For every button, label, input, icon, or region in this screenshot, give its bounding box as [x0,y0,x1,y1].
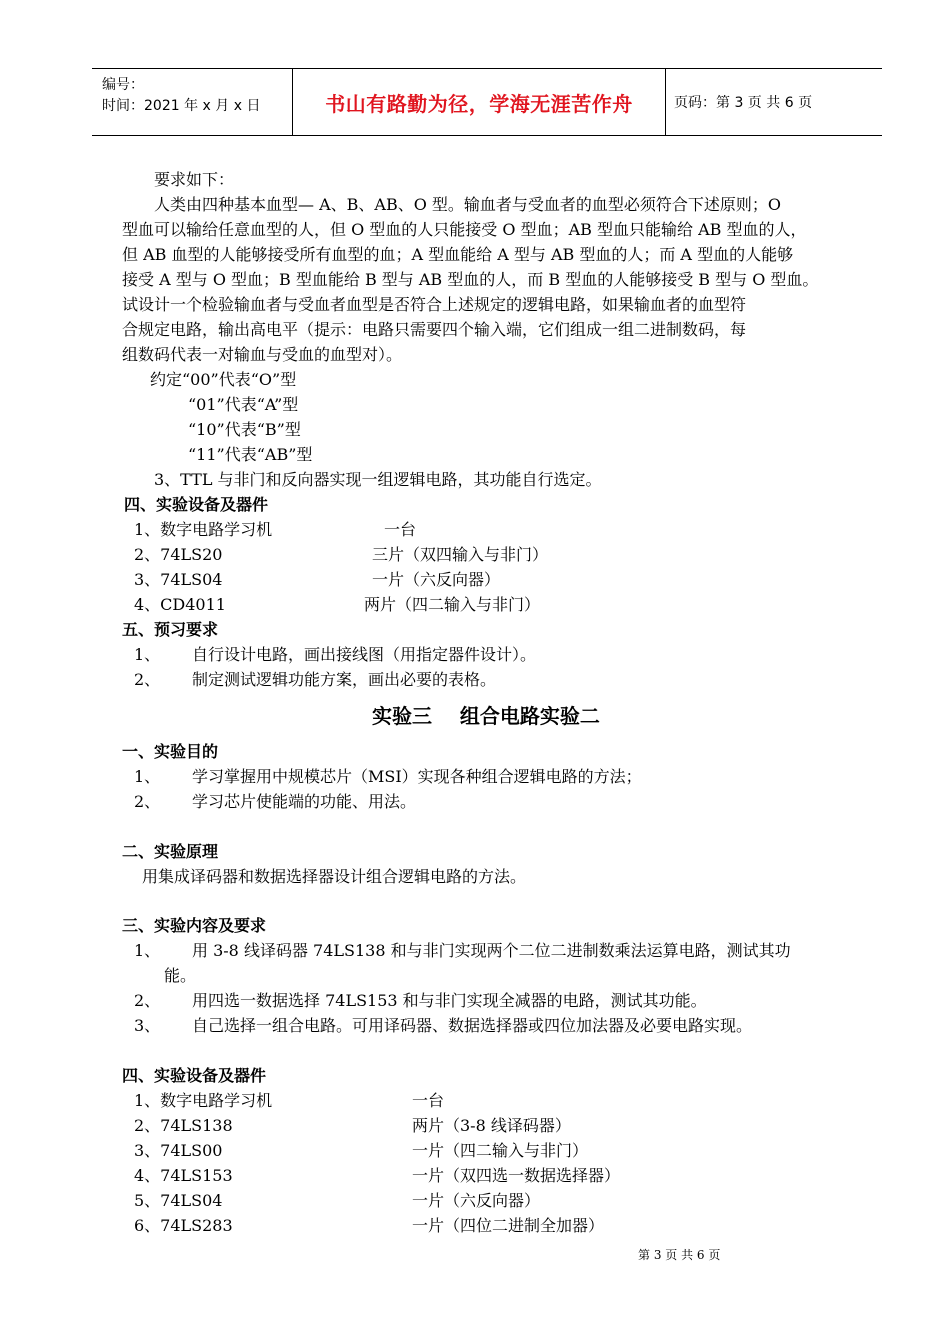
equip-qty: 一片（六反向器） [372,570,501,589]
code-line: “10”代表“B”型 [188,420,301,439]
content-num: 3、 [134,1016,161,1035]
content-num: 1、 [134,941,161,960]
prep-num: 1、 [134,645,161,664]
content-num: 2、 [134,991,161,1010]
goal-num: 2、 [134,792,161,811]
experiment-title: 实验三 组合电路实验二 [372,704,600,728]
equip-qty: 一台 [412,1091,445,1110]
section-heading: 四、实验设备及器件 [122,1066,267,1085]
content-text: 能。 [164,966,197,985]
header-page-label: 页码：第 3 页 共 6 页 [674,95,813,111]
content-text: 用 3-8 线译码器 74LS138 和与非门实现两个二位二进制数乘法运算电路，测试其功 [192,941,791,960]
equip-qty: 两片（四二输入与非门） [364,595,541,614]
goal-text: 学习掌握用中规模芯片（MSI）实现各种组合逻辑电路的方法； [192,767,642,786]
time-label: 时间：2021 年 x 月 x 日 [102,98,261,114]
equip-name: 3、74LS04 [134,570,223,589]
page-footer: 第 3 页 共 6 页 [638,1248,721,1262]
header-motto-cell [293,69,666,135]
prep-text: 自行设计电路，画出接线图（用指定器件设计）。 [192,645,537,664]
equip-name: 1、数字电路学习机 [134,520,273,539]
code-line: 约定“00”代表“O”型 [150,370,297,389]
para-line: 但 AB 血型的人能够接受所有血型的血；A 型血能给 A 型与 AB 型血的人；而 A 型血的人能够 [122,245,794,264]
equip-name: 1、数字电路学习机 [134,1091,273,1110]
number-label: 编号： [102,77,144,93]
equip-qty: 两片（3-8 线译码器） [412,1116,571,1135]
para-line: 合规定电路，输出高电平（提示：电路只需要四个输入端，它们组成一组二进制数码，每 [122,320,747,339]
section-heading: 四、实验设备及器件 [124,495,269,514]
equip-name: 5、74LS04 [134,1191,223,1210]
equip-name: 6、74LS283 [134,1216,233,1235]
equip-qty: 三片（双四输入与非门） [372,545,549,564]
para-line: 型血可以输给任意血型的人，但 O 型血的人只能接受 O 型血；AB 型血只能输给 AB 型血的人， [122,220,807,239]
equip-name: 3、74LS00 [134,1141,223,1160]
item-3: 3、TTL 与非门和反向器实现一组逻辑电路，其功能自行选定。 [154,470,602,489]
req-title: 要求如下： [154,170,235,189]
equip-qty: 一片（四位二进制全加器） [412,1216,605,1235]
equip-name: 4、74LS153 [134,1166,233,1185]
equip-name: 2、74LS138 [134,1116,233,1135]
goal-num: 1、 [134,767,161,786]
para-line: 组数码代表一对输血与受血的血型对）。 [122,345,403,364]
equip-qty: 一台 [384,520,417,539]
equip-name: 2、74LS20 [134,545,223,564]
content-text: 自己选择一组合电路。可用译码器、数据选择器或四位加法器及必要电路实现。 [192,1016,753,1035]
header-meta [92,69,293,135]
equip-qty: 一片（六反向器） [412,1191,541,1210]
section-heading: 五、预习要求 [122,620,219,639]
equip-qty: 一片（双四选一数据选择器） [412,1166,621,1185]
page-header [92,68,882,136]
section-heading: 二、实验原理 [122,842,219,861]
section-heading: 三、实验内容及要求 [122,916,267,935]
section-heading: 一、实验目的 [122,742,219,761]
goal-text: 学习芯片使能端的功能、用法。 [192,792,417,811]
equip-name: 4、CD4011 [134,595,226,614]
para-line: 接受 A 型与 O 型血；B 型血能给 B 型与 AB 型血的人，而 B 型血的人能够接受 B 型与 O 型血。 [122,270,819,289]
code-line: “01”代表“A”型 [188,395,299,414]
equip-qty: 一片（四二输入与非门） [412,1141,589,1160]
prep-num: 2、 [134,670,161,689]
para-line: 试设计一个检验输血者与受血者血型是否符合上述规定的逻辑电路，如果输血者的血型符 [122,295,747,314]
prep-text: 制定测试逻辑功能方案，画出必要的表格。 [192,670,497,689]
para-line: 人类由四种基本血型— A、B、AB、O 型。输血者与受血者的血型必须符合下述原则；O [154,195,782,214]
code-line: “11”代表“AB”型 [188,445,313,464]
header-motto: 书山有路勤为径，学海无涯苦作舟 [325,91,633,116]
principle-text: 用集成译码器和数据选择器设计组合逻辑电路的方法。 [142,867,527,886]
content-text: 用四选一数据选择 74LS153 和与非门实现全减器的电路，测试其功能。 [192,991,707,1010]
